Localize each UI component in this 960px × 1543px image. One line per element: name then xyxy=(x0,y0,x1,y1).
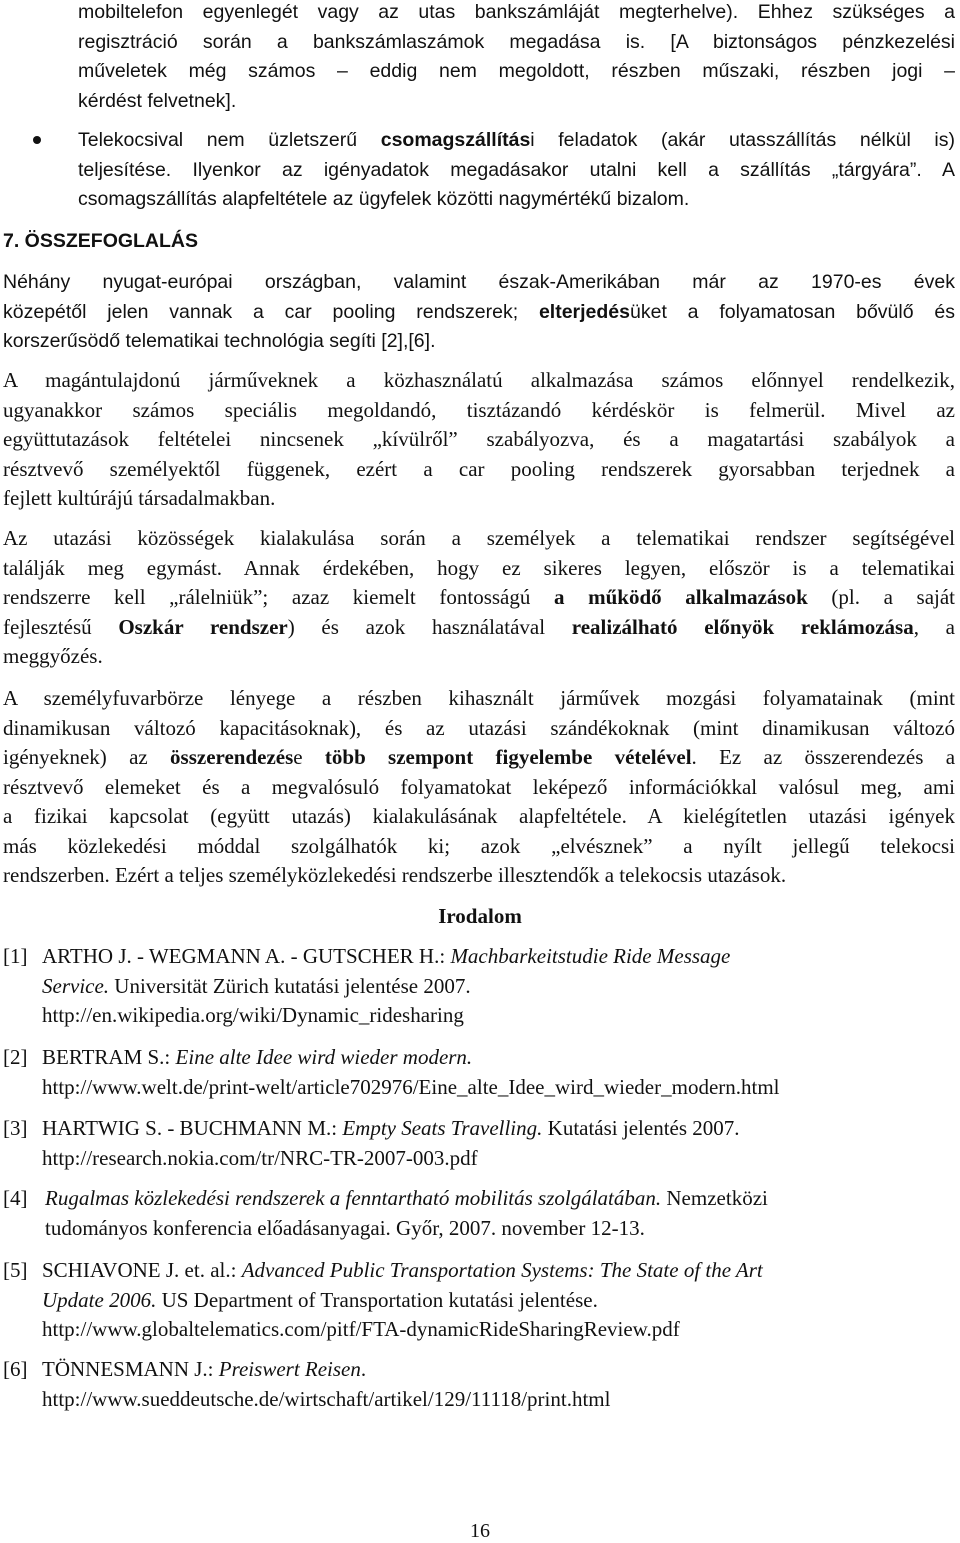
text-line: együttutazások feltételei nincsenek „kívülről” szabályozva, és a magatartási szabályok a xyxy=(3,427,955,451)
text-line: résztvevő személyektől függenek, ezért a car pooling rendszerek gyorsabban terjednek a xyxy=(3,456,955,481)
text-line xyxy=(42,1286,955,1316)
bullet-paragraph xyxy=(78,126,955,215)
text-line: dinamikusan változó kapacitásoknak), és az utazási szándékoknak (mint dinamikusan változó xyxy=(3,715,955,740)
text-run: (pl. a saját xyxy=(807,585,956,609)
text-line: ugyanakkor számos speciális megoldandó, tisztázandó kérdéskör is felmerül. Mivel az xyxy=(3,397,955,422)
references-title: Irodalom xyxy=(438,904,522,928)
reference-number: [4] xyxy=(3,1186,28,1210)
text-run: i feladatok (akár utasszállítás nélkül is) xyxy=(530,129,955,151)
reference-title: Empty Seats Travelling. xyxy=(342,1116,543,1140)
reference-author: HARTWIG S. - BUCHMANN M.: xyxy=(42,1116,343,1140)
reference-url[interactable]: http://www.welt.de/print-welt/article702976/Eine_alte_Idee_wird_wieder_modern.html xyxy=(42,1074,780,1099)
text-line: rendszerben. Ezért a teljes személyközlekedési rendszerbe illesztendők a telekocsis utazások. xyxy=(3,863,787,887)
section-heading: 7. ÖSSZEFOGLALÁS xyxy=(3,230,199,252)
paragraph-2 xyxy=(3,366,955,514)
text-run: igényeknek) az xyxy=(3,745,171,769)
text-line: a fizikai kapcsolat (együtt utazás) kialakulásának alapfeltétele. A kielégítetlen utazási igények xyxy=(3,804,955,828)
text-line: Néhány nyugat-európai országban, valamint észak-Amerikában már az 1970-es évek xyxy=(3,271,955,293)
text-run: rendszerre kell „rálelniük”; azaz kiemelt fontosságú xyxy=(3,585,554,609)
reference-detail: Universität Zürich kutatási jelentése 2007. xyxy=(109,973,471,998)
text-run: közepétől jelen vannak a car pooling rendszerek; xyxy=(3,300,539,323)
text-line xyxy=(3,743,955,773)
text-line xyxy=(42,1355,955,1385)
reference-author: ARTHO J. - WEGMANN A. - GUTSCHER H.: xyxy=(42,944,451,968)
text-run: üket a folyamatosan bővülő és xyxy=(630,300,955,323)
text-line: Az utazási közösségek kialakulása során a személyek a telematikai rendszer segítségével xyxy=(3,526,955,550)
text-line: teljesítése. Ilyenkor az igényadatok megadásakor utalni kell a szállítás „tárgyára”. A xyxy=(78,158,955,181)
text-line xyxy=(3,583,955,613)
text-line: A személyfuvarbörze lényege a részben kihasznált járművek mozgási folyamatainak (mint xyxy=(3,686,955,710)
text-line xyxy=(42,1114,955,1144)
reference-title: Advanced Public Transportation Systems: The State of the Art xyxy=(241,1258,763,1282)
bold-term: összerendezés xyxy=(170,745,294,769)
bold-term: több szempont figyelembe vételével xyxy=(324,745,692,769)
reference-author: SCHIAVONE J. et. al.: xyxy=(42,1258,242,1282)
bullet-icon xyxy=(33,136,41,144)
reference-detail: Kutatási jelentés 2007. xyxy=(542,1116,740,1140)
reference-title: Eine alte Idee wird wieder modern. xyxy=(175,1045,473,1069)
summary-paragraph xyxy=(3,268,955,357)
reference-title: Machbarkeitstudie Ride Message xyxy=(450,944,731,968)
bold-term: a működő alkalmazások xyxy=(554,585,808,609)
reference-author: BERTRAM S.: xyxy=(42,1045,176,1069)
paragraph-3 xyxy=(3,524,955,672)
paragraph-4 xyxy=(3,684,955,891)
text-line: más közlekedési móddal szolgálhatók ki; azok „elvésznek” a nyílt jellegű telekocsi xyxy=(3,833,955,858)
reference-number: [3] xyxy=(3,1116,28,1140)
reference-url[interactable]: http://en.wikipedia.org/wiki/Dynamic_ridesharing xyxy=(42,1003,464,1027)
text-run: Telekocsival nem üzletszerű xyxy=(78,129,381,151)
reference-detail: Nemzetközi xyxy=(661,1186,768,1210)
reference-title: Preiswert Reisen xyxy=(218,1357,361,1381)
reference-number: [2] xyxy=(3,1045,28,1069)
bold-term: csomagszállítás xyxy=(380,129,531,151)
text-line: regisztráció során a bankszámlaszámok megadása is. [A biztonságos pénzkezelési xyxy=(78,30,955,53)
text-run: . Ez az összerendezés a xyxy=(691,745,956,769)
reference-number: [1] xyxy=(3,944,28,968)
reference-title: Update 2006. xyxy=(42,1287,157,1312)
reference-title: Service. xyxy=(42,973,110,998)
continuation-paragraph xyxy=(78,0,955,116)
text-line: kérdést felvetnek]. xyxy=(78,89,237,112)
text-line xyxy=(78,126,955,156)
reference-url[interactable]: http://www.sueddeutsche.de/wirtschaft/artikel/129/11118/print.html xyxy=(42,1386,611,1411)
text-line: meggyőzés. xyxy=(3,644,103,668)
text-line xyxy=(3,298,955,328)
text-line xyxy=(42,942,955,972)
reference-author: TÖNNESMANN J.: xyxy=(42,1357,219,1381)
text-line: tudományos konferencia előadásanyagai. Győr, 2007. november 12-13. xyxy=(45,1215,645,1240)
text-line: fejlett kultúrájú társadalmakban. xyxy=(3,486,276,510)
text-run: , a xyxy=(913,614,955,639)
text-line xyxy=(42,1256,955,1286)
text-line: találják meg egymást. Annak érdekében, hogy ez sikeres legyen, először is a telematikai xyxy=(3,555,955,580)
bold-term: elterjedés xyxy=(538,300,630,323)
text-line xyxy=(42,1043,955,1073)
reference-url[interactable]: http://www.globaltelematics.com/pitf/FTA-dynamicRideSharingReview.pdf xyxy=(42,1317,680,1341)
text-line xyxy=(45,1184,958,1214)
text-line: műveletek még számos – eddig nem megoldott, részben műszaki, részben jogi – xyxy=(78,60,955,82)
text-line: résztvevő elemeket és a megvalósuló folyamatokat leképező információkkal valósul meg, ami xyxy=(3,774,955,799)
text-line: A magántulajdonú járműveknek a közhasználatú alkalmazása számos előnnyel rendelkezik, xyxy=(3,368,955,392)
bold-term: realizálható előnyök reklámozása xyxy=(571,614,914,639)
reference-number: [6] xyxy=(3,1357,28,1381)
text-line xyxy=(3,613,955,643)
reference-detail: US Department of Transportation kutatási jelentése. xyxy=(156,1287,598,1312)
text-line xyxy=(42,972,955,1002)
text-line: mobiltelefon egyenlegét vagy az utas bankszámláját megterhelve). Ehhez szükséges a xyxy=(78,1,955,23)
reference-url[interactable]: http://research.nokia.com/tr/NRC-TR-2007-003.pdf xyxy=(42,1145,478,1170)
text-line: csomagszállítás alapfeltétele az ügyfelek közötti nagymértékű bizalom. xyxy=(78,188,690,210)
reference-detail: . xyxy=(360,1357,367,1381)
reference-title: Rugalmas közlekedési rendszerek a fenntartható mobilitás szolgálatában. xyxy=(45,1186,662,1210)
bold-term: Oszkár rendszer xyxy=(118,614,288,639)
text-line: korszerűsödő telematikai technológia segíti [2],[6]. xyxy=(3,330,436,352)
page-number: 16 xyxy=(470,1520,490,1542)
text-run: e xyxy=(293,745,325,769)
reference-number: [5] xyxy=(3,1258,28,1282)
text-run: fejlesztésű xyxy=(3,614,119,639)
text-run: ) és azok használatával xyxy=(287,614,572,639)
